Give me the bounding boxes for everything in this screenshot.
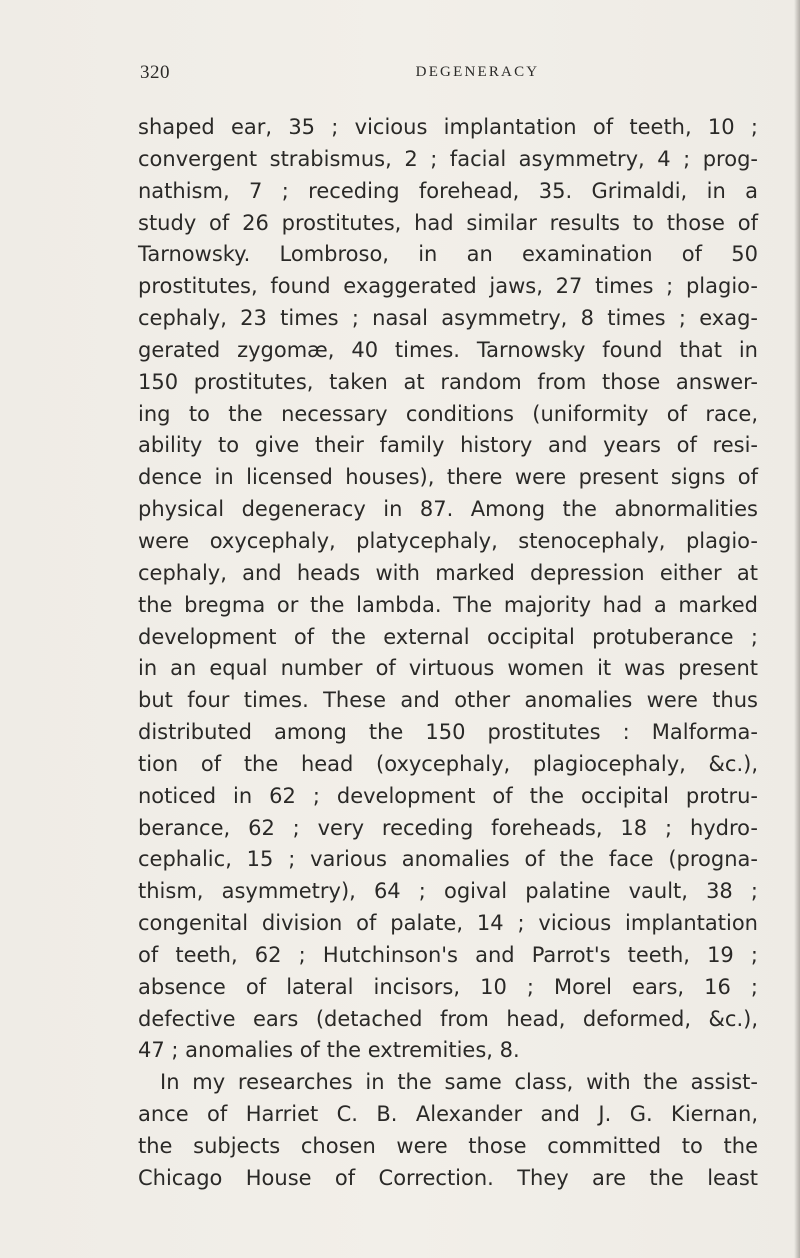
- text-line: nathism, 7 ; receding forehead, 35. Grimaldi, in a: [138, 178, 758, 203]
- text-line: ing to the necessary conditions (uniformity of race,: [138, 401, 758, 426]
- text-line: ability to give their family history and years of resi-: [138, 433, 758, 458]
- text-line: 150 prostitutes, taken at random from those answer-: [138, 369, 758, 394]
- body-text: [138, 112, 758, 1195]
- text-line: noticed in 62 ; development of the occipital protru-: [138, 783, 758, 808]
- text-line: of teeth, 62 ; Hutchinson's and Parrot's teeth, 19 ;: [138, 942, 758, 967]
- text-line: convergent strabismus, 2 ; facial asymmetry, 4 ; prog-: [138, 146, 758, 171]
- text-line: thism, asymmetry), 64 ; ogival palatine vault, 38 ;: [138, 879, 758, 904]
- text-line: absence of lateral incisors, 10 ; Morel ears, 16 ;: [138, 974, 758, 999]
- text-line: In my researches in the same class, with the assist-: [160, 1070, 758, 1095]
- text-line: berance, 62 ; very receding foreheads, 18 ; hydro-: [138, 815, 758, 840]
- text-line: study of 26 prostitutes, had similar results to those of: [138, 210, 758, 235]
- text-line: were oxycephaly, platycephaly, stenocephaly, plagio-: [138, 528, 758, 553]
- running-title: DEGENERACY: [415, 64, 540, 80]
- text-line: cephaly, and heads with marked depression either at: [138, 560, 758, 585]
- text-line: tion of the head (oxycephaly, plagiocephaly, &c.),: [138, 751, 758, 776]
- page-edge-shadow: [794, 0, 800, 1258]
- text-line: cephaly, 23 times ; nasal asymmetry, 8 times ; exag-: [138, 306, 758, 331]
- text-line: the bregma or the lambda. The majority had a marked: [138, 592, 758, 617]
- page-number: 320: [140, 62, 170, 83]
- text-line: the subjects chosen were those committed to the: [138, 1134, 758, 1158]
- text-line: Chicago House of Correction. They are the least: [138, 1165, 758, 1190]
- text-line: in an equal number of virtuous women it was present: [138, 656, 758, 681]
- text-line: Tarnowsky. Lombroso, in an examination of 50: [138, 242, 758, 267]
- text-line: development of the external occipital protuberance ;: [138, 624, 758, 649]
- text-line: gerated zygomæ, 40 times. Tarnowsky found that in: [138, 337, 758, 362]
- text-line: but four times. These and other anomalies were thus: [138, 688, 758, 713]
- text-line: 47 ; anomalies of the extremities, 8.: [138, 1038, 520, 1063]
- text-line: prostitutes, found exaggerated jaws, 27 times ; plagio-: [138, 274, 758, 299]
- page-header: [140, 62, 755, 92]
- text-line: dence in licensed houses), there were present signs of: [138, 465, 758, 490]
- text-line: defective ears (detached from head, deformed, &c.),: [138, 1006, 758, 1031]
- text-line: congenital division of palate, 14 ; vicious implantation: [138, 911, 758, 936]
- text-line: physical degeneracy in 87. Among the abnormalities: [138, 497, 758, 522]
- text-line: cephalic, 15 ; various anomalies of the face (progna-: [138, 847, 758, 872]
- text-line: distributed among the 150 prostitutes : Malforma-: [138, 720, 758, 745]
- text-line: ance of Harriet C. B. Alexander and J. G. Kiernan,: [138, 1102, 758, 1127]
- text-line: shaped ear, 35 ; vicious implantation of teeth, 10 ;: [138, 115, 758, 139]
